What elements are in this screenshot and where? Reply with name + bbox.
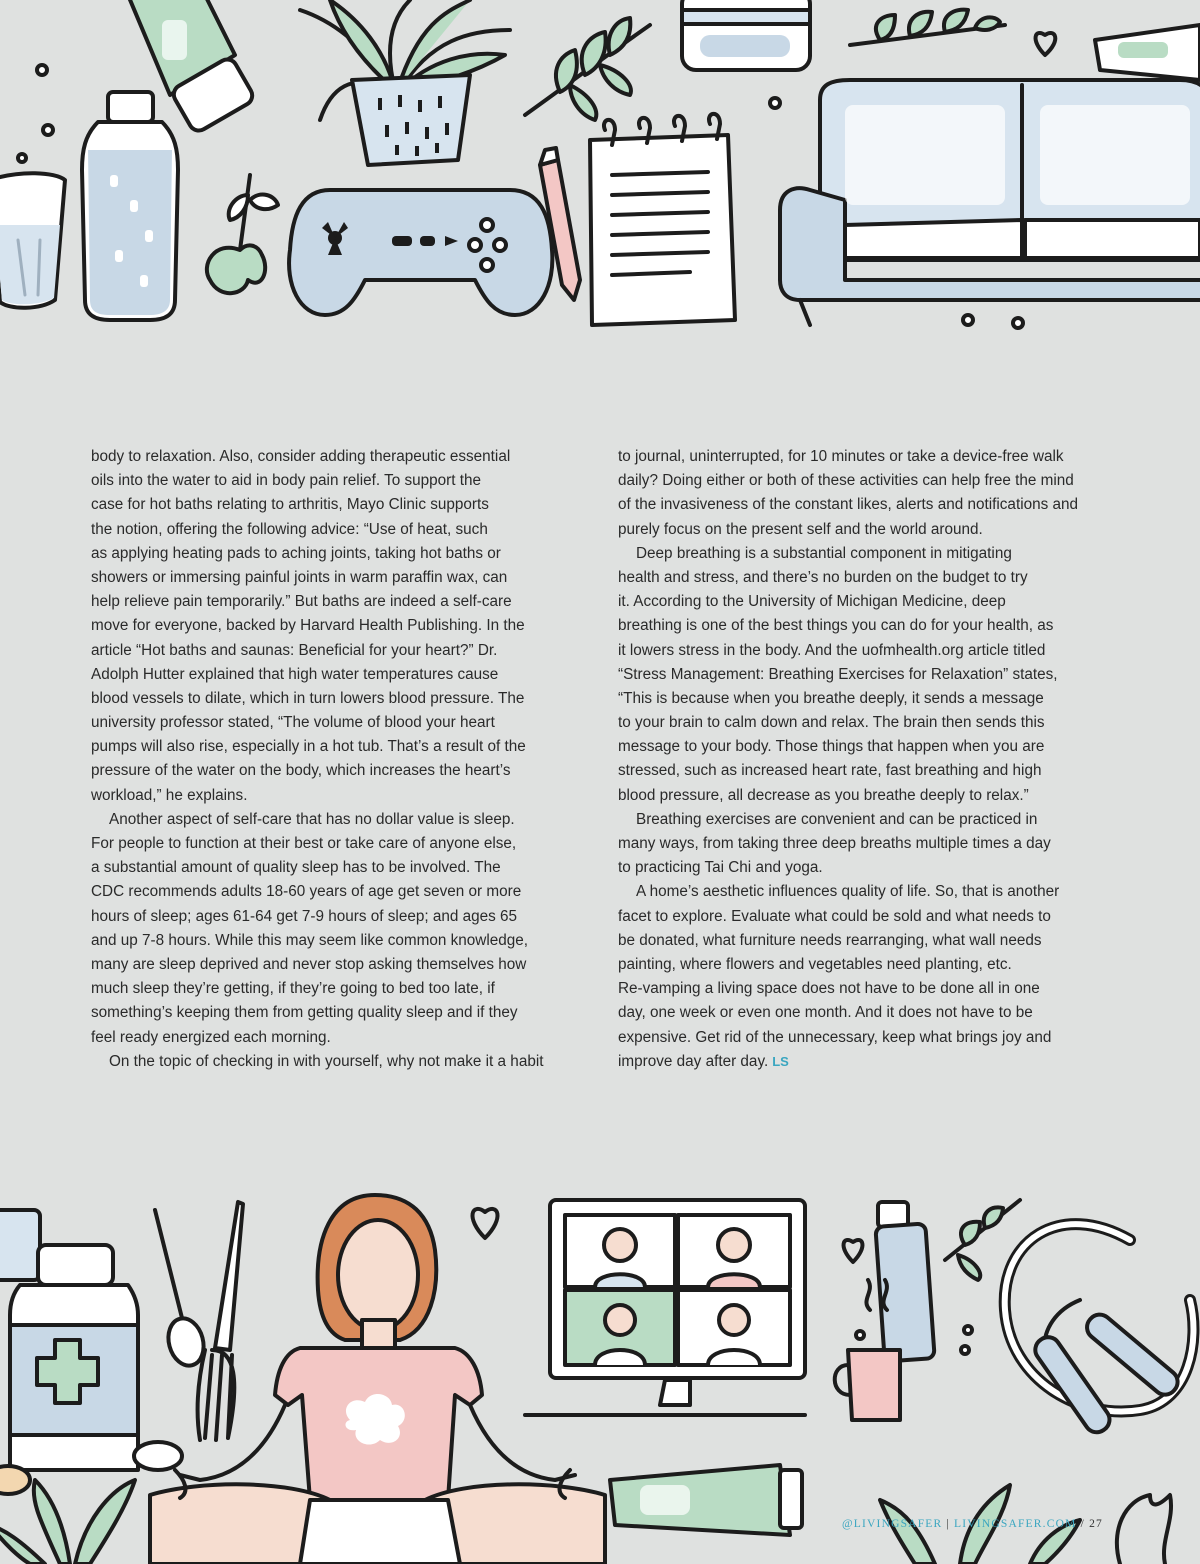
- text-line: to your brain to calm down and relax. The brain then sends this: [618, 714, 1045, 732]
- text-line: hours of sleep; ages 61-64 get 7-9 hours of sleep; and ages 65: [91, 907, 518, 925]
- text-line: case for hot baths relating to arthritis, Mayo Clinic supports: [91, 496, 489, 514]
- text-line: and up 7-8 hours. While this may seem like common knowledge,: [91, 931, 529, 949]
- text-line: Re-vamping a living space does not have to be done all in one: [618, 980, 1040, 998]
- pill-bottle-icon: [0, 1210, 182, 1494]
- text-line: message to your body. Those things that happen when you are: [618, 738, 1045, 756]
- lotion-tube-icon: [610, 1465, 802, 1535]
- text-line: many ways, from taking three deep breaths multiple times a day: [618, 835, 1051, 852]
- text-line: improve day after day. LS: [618, 1052, 789, 1070]
- website-link[interactable]: LIVINGSAFER.COM: [954, 1518, 1077, 1530]
- text-line: it. According to the University of Michigan Medicine, deep: [618, 593, 1006, 611]
- lotion-tube-icon: [1095, 25, 1200, 80]
- text-line: it lowers stress in the body. And the uofmhealth.org article titled: [618, 641, 1046, 659]
- text-line: many are sleep deprived and never stop asking themselves how: [91, 955, 527, 973]
- top-illustration: [0, 0, 1200, 350]
- page-number: 27: [1089, 1518, 1103, 1530]
- jump-rope-icon: [1005, 1224, 1194, 1437]
- text-line: to practicing Tai Chi and yoga.: [618, 859, 823, 877]
- cream-jar-icon: [682, 0, 810, 70]
- spoon-icon: [155, 1210, 209, 1370]
- video-call-monitor-icon: [525, 1200, 805, 1415]
- text-line: a substantial amount of quality sleep has to be involved. The: [91, 859, 501, 877]
- leaf-sprig-icon: [850, 10, 1005, 45]
- text-line: blood vessels to dilate, which in turn lowers blood pressure. The: [91, 689, 525, 707]
- text-line: facet to explore. Evaluate what could be sold and what needs to: [618, 907, 1051, 925]
- text-line: article “Hot baths and saunas: Beneficial for your heart?” Dr.: [91, 641, 498, 659]
- text-line: blood pressure, all decrease as you breathe deeply to relax.”: [618, 786, 1029, 804]
- text-line: purely focus on the present self and the world around.: [618, 520, 983, 538]
- game-controller-icon: [289, 190, 552, 315]
- glass-icon: [0, 173, 65, 308]
- text-line: stressed, such as increased heart rate, fast breathing and high: [618, 762, 1042, 780]
- text-line: A home’s aesthetic influences quality of life. So, that is another: [636, 883, 1060, 901]
- left-column: [91, 445, 581, 1074]
- text-line: be donated, what furniture needs rearranging, what wall needs: [618, 931, 1042, 949]
- page-footer: [842, 1518, 1122, 1530]
- text-line: “This is because when you breathe deeply, it sends a message: [618, 689, 1044, 707]
- text-line: move for everyone, backed by Harvard Health Publishing. In the: [91, 617, 525, 635]
- text-line: For people to function at their best or take care of anyone else,: [91, 835, 517, 852]
- text-line: pumps will also rise, especially in a hot tub. That’s a result of the: [91, 738, 526, 756]
- text-line: university professor stated, “The volume of blood your heart: [91, 714, 495, 732]
- text-line: oils into the water to aid in body pain relief. To support the: [91, 472, 482, 490]
- text-line: the notion, offering the following advice: “Use of heat, such: [91, 520, 488, 538]
- text-line: much sleep they’re getting, if they’re going to bed too late, if: [91, 980, 495, 998]
- leaf-sprig-icon: [207, 175, 278, 293]
- page-separator: /: [1076, 1518, 1090, 1530]
- text-line: feel ready energized each morning.: [91, 1028, 331, 1046]
- text-line: CDC recommends adults 18-60 years of age get seven or more: [91, 883, 522, 901]
- text-line: showers or immersing painful joints in warm paraffin wax, can: [91, 568, 508, 586]
- heart-icon: [1036, 33, 1056, 55]
- text-line: expensive. Get rid of the unnecessary, keep what brings joy and: [618, 1028, 1052, 1046]
- water-bottle-icon: [82, 92, 178, 320]
- text-line: “Stress Management: Breathing Exercises for Relaxation” states,: [618, 665, 1058, 683]
- text-line: breathing is one of the best things you can do for your health, as: [618, 617, 1054, 635]
- text-line: Breathing exercises are convenient and can be practiced in: [636, 810, 1038, 828]
- text-line: as applying heating pads to aching joints, taking hot baths or: [91, 544, 501, 562]
- text-line: body to relaxation. Also, consider adding therapeutic essential: [91, 448, 511, 465]
- notepad-icon: [590, 114, 735, 325]
- text-line: something’s keeping them from getting quality sleep and if they: [91, 1004, 518, 1022]
- text-line: daily? Doing either or both of these activities can help free the mind: [618, 472, 1074, 490]
- right-column: [618, 445, 1116, 1074]
- sofa-icon: [780, 80, 1200, 325]
- text-line: painting, where flowers and vegetables need planting, etc.: [618, 955, 1012, 973]
- text-line: Deep breathing is a substantial component in mitigating: [636, 544, 1012, 562]
- text-line: pressure of the water on the body, which increases the heart’s: [91, 762, 511, 780]
- text-line: to journal, uninterrupted, for 10 minutes or take a device-free walk: [618, 448, 1064, 465]
- text-line: On the topic of checking in with yourself, why not make it a habit: [109, 1052, 544, 1070]
- text-line: day, one week or even one month. And it does not have to be: [618, 1004, 1033, 1022]
- text-line: Another aspect of self-care that has no dollar value is sleep.: [109, 810, 515, 828]
- text-line: of the invasiveness of the constant likes, alerts and notifications and: [618, 496, 1079, 514]
- text-line: health and stress, and there’s no burden on the budget to try: [618, 568, 1028, 586]
- text-line: Adolph Hutter explained that high water temperatures cause: [91, 665, 499, 683]
- end-mark-logo: LS: [772, 1053, 789, 1069]
- leaf-sprig-icon: [525, 18, 650, 120]
- text-line: workload,” he explains.: [91, 786, 248, 804]
- bottom-illustration: [0, 1180, 1200, 1564]
- heart-icon: [844, 1240, 863, 1262]
- social-handle: @LIVINGSAFER: [842, 1518, 943, 1530]
- article-body: [91, 445, 1116, 1085]
- fork-icon: [198, 1202, 243, 1440]
- footer-separator: |: [942, 1518, 955, 1530]
- text-line: help relieve pain temporarily.” But baths are indeed a self-care: [91, 593, 512, 611]
- meditating-woman-icon: [150, 1195, 605, 1564]
- potted-plant-icon: [300, 0, 510, 165]
- heart-icon: [472, 1209, 497, 1238]
